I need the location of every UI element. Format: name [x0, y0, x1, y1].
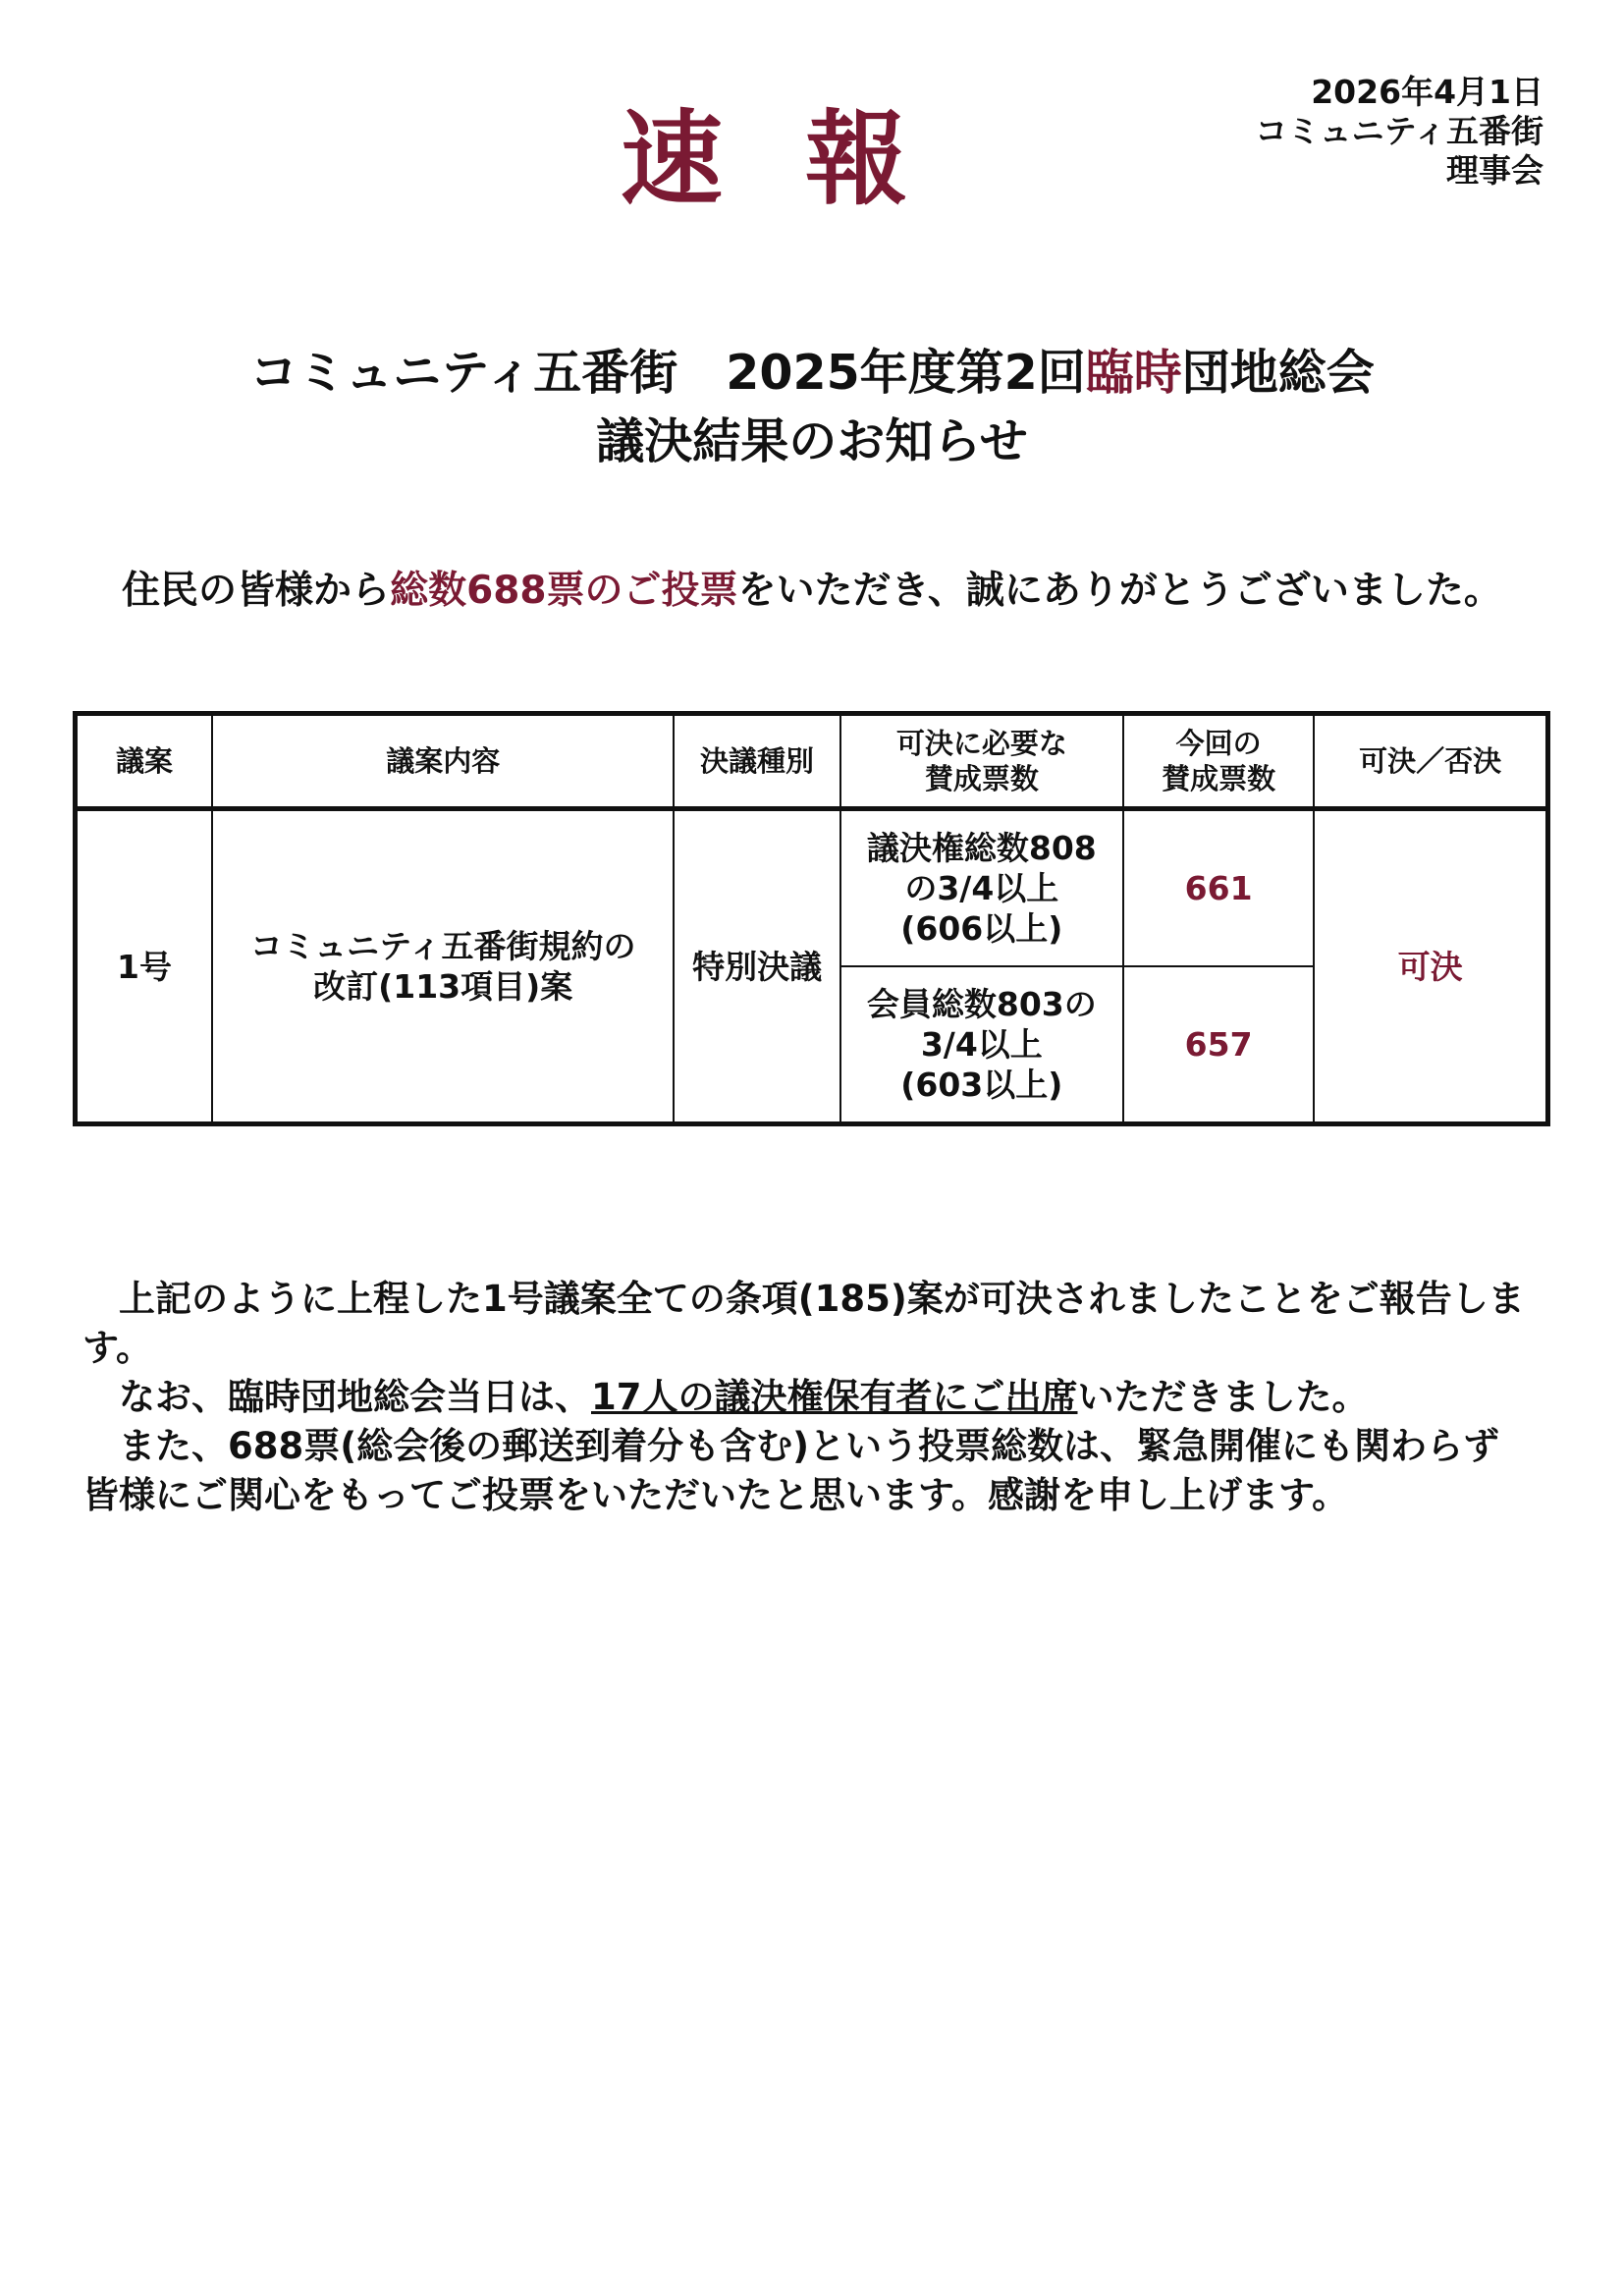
- organization-name: コミュニティ五番街: [1255, 112, 1543, 150]
- paragraph-gratitude-text: また、688票(総会後の郵送到着分も含む)という投票総数は、緊急開催にも関わらず皆様にご関心をもってご投票をいただいたと思います。感謝を申し上げます。: [82, 1425, 1500, 1516]
- results-table: [73, 711, 1550, 1126]
- report-body: [82, 1275, 1536, 1520]
- header-required-votes: [840, 714, 1123, 809]
- paragraph-attendance: [82, 1373, 1536, 1422]
- header-required-line2: 賛成票数: [924, 762, 1039, 795]
- board-name: 理事会: [1446, 151, 1543, 190]
- title-line-2: 議決結果のお知らせ: [596, 413, 1028, 469]
- cell-result: 可決: [1314, 809, 1547, 1124]
- thanks-accent: 総数688票のご投票: [390, 569, 738, 613]
- header-proposal: 議案: [76, 714, 213, 809]
- cell-required-criterion-1: [840, 809, 1123, 967]
- cell-required-criterion-2: [840, 966, 1123, 1124]
- header-current-votes: [1123, 714, 1314, 809]
- header-resolution-type: 決議種別: [674, 714, 839, 809]
- thanks-prefix: 住民の皆様から: [122, 569, 391, 613]
- paragraph-gratitude: [82, 1422, 1536, 1520]
- header-votes-line2: 賛成票数: [1162, 762, 1276, 795]
- table-header-row: [76, 714, 1548, 809]
- criterion-1-line1: 議決権総数808: [866, 829, 1097, 867]
- cell-proposal-content: [212, 809, 674, 1124]
- cell-resolution-type: 特別決議: [674, 809, 839, 1124]
- content-line1: コミュニティ五番街規約の: [249, 927, 636, 965]
- attendance-prefix: なお、臨時団地総会当日は、: [119, 1376, 591, 1418]
- header-content: 議案内容: [212, 714, 674, 809]
- criterion-1-line3: (606以上): [900, 909, 1063, 948]
- criterion-2-line1: 会員総数803の: [866, 985, 1097, 1023]
- title-suffix: 団地総会: [1181, 345, 1375, 401]
- header-required-line1: 可決に必要な: [895, 727, 1067, 760]
- paragraph-report: [82, 1275, 1536, 1373]
- title-prefix: コミュニティ五番街 2025年度第2回: [249, 345, 1086, 401]
- criterion-1-line2: の3/4以上: [904, 869, 1059, 907]
- cell-proposal-number: 1号: [76, 809, 213, 1124]
- thanks-suffix: をいただき、誠にありがとうございました。: [737, 569, 1502, 613]
- cell-votes-criterion-1: 661: [1123, 809, 1314, 967]
- title-accent: 臨時: [1085, 345, 1182, 401]
- header-votes-line1: 今回の: [1175, 727, 1262, 760]
- issue-date: 2026年4月1日: [1311, 73, 1543, 111]
- paragraph-report-text: 上記のように上程した1号議案全ての条項(185)案が可決されましたことをご報告します。: [82, 1278, 1525, 1369]
- attendance-underlined: 17人の議決権保有者にご出席: [591, 1376, 1078, 1418]
- criterion-2-line3: (603以上): [900, 1066, 1063, 1104]
- attendance-suffix: いただきました。: [1077, 1376, 1369, 1418]
- thanks-message: [0, 560, 1624, 615]
- header-result: 可決／否決: [1314, 714, 1547, 809]
- content-line2: 改訂(113項目)案: [313, 967, 573, 1006]
- issuer-block: [1255, 73, 1543, 191]
- title-line-1: [0, 339, 1624, 408]
- cell-votes-criterion-2: 657: [1123, 966, 1314, 1124]
- criterion-2-line2: 3/4以上: [920, 1025, 1043, 1064]
- document-title: [0, 339, 1624, 476]
- table-row: [76, 809, 1548, 967]
- bulletin-heading: 速 報: [620, 99, 932, 219]
